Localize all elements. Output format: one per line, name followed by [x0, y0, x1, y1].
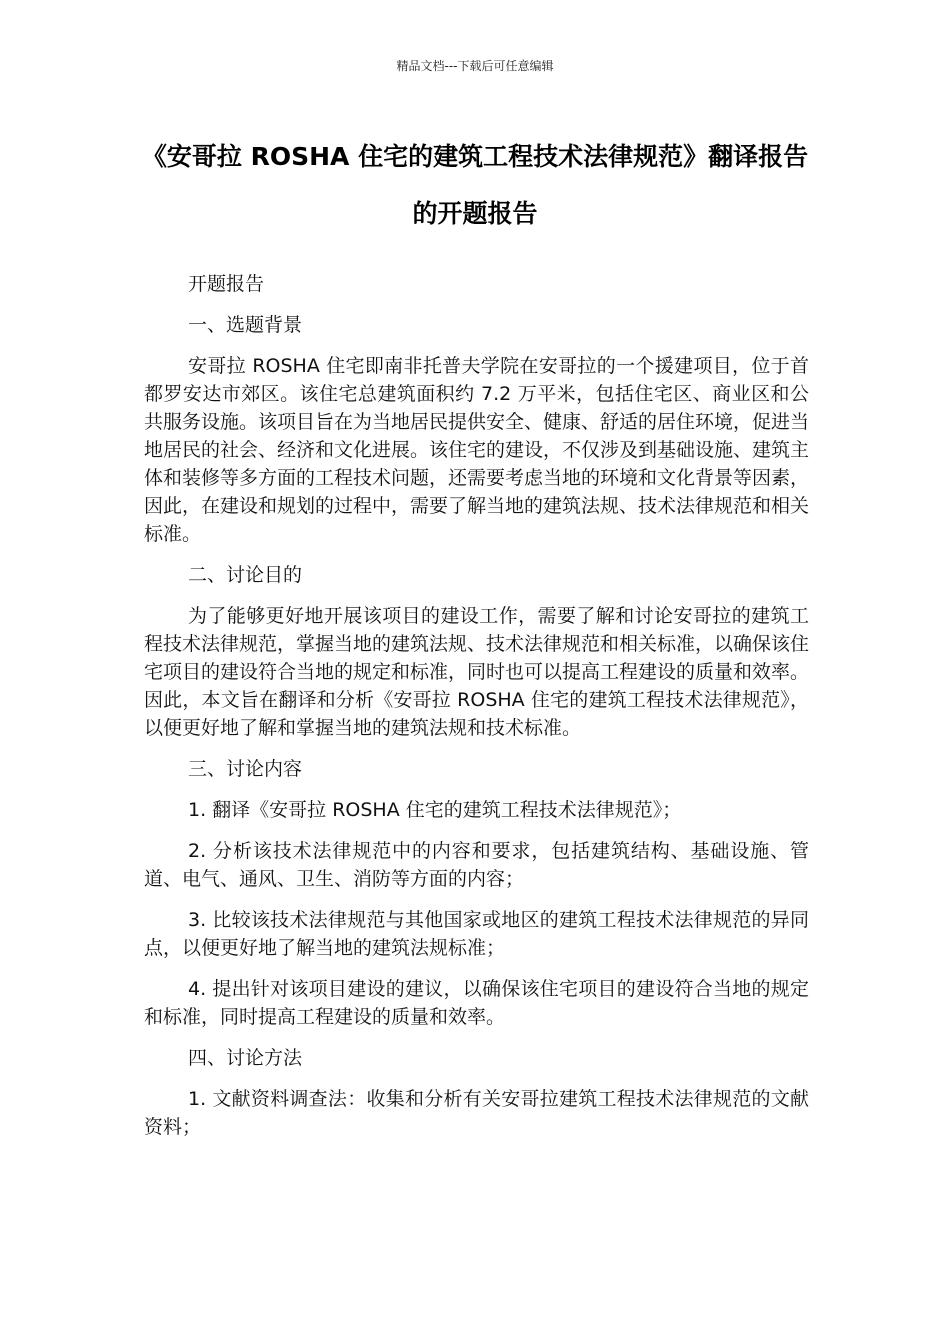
- list-item-method-1: 1. 文献资料调查法：收集和分析有关安哥拉建筑工程技术法律规范的文献资料；: [144, 1088, 809, 1138]
- section-label-proposal: 开题报告: [188, 273, 265, 295]
- list-item-content-4: 4. 提出针对该项目建设的建议，以确保该住宅项目的建设符合当地的规定和标准，同时提高工程建设的质量和效率。: [144, 978, 809, 1028]
- page-header: 精品文档---下载后可任意编辑: [396, 59, 554, 73]
- section-heading-content: 三、讨论内容: [188, 758, 303, 780]
- list-item-content-2: 2. 分析该技术法律规范中的内容和要求，包括建筑结构、基础设施、管道、电气、通风、卫生、消防等方面的内容；: [144, 840, 809, 890]
- list-item-content-1: 1. 翻译《安哥拉 ROSHA 住宅的建筑工程技术法律规范》；: [188, 799, 682, 821]
- paragraph-purpose: 为了能够更好地开展该项目的建设工作，需要了解和讨论安哥拉的建筑工程技术法律规范，掌握当地的建筑法规、技术法律规范和相关标准，以确保该住宅项目的建设符合当地的规定和标准，同时也可以提高工程建设的质量和效率。因此，本文旨在翻译和分析《安哥拉 ROSHA 住宅的建筑工程技术法律规范》，以便更好地了解和掌握当地的建筑法规和技术标准。: [144, 605, 810, 739]
- document-body: [144, 270, 809, 1154]
- list-item-content-3: 3. 比较该技术法律规范与其他国家或地区的建筑工程技术法律规范的异同点，以便更好地了解当地的建筑法规标准；: [144, 909, 809, 959]
- paragraph-background: 安哥拉 ROSHA 住宅即南非托普夫学院在安哥拉的一个援建项目，位于首都罗安达市郊区。该住宅总建筑面积约 7.2 万平米，包括住宅区、商业区和公共服务设施。该项目旨在为当地居民提供安全、健康、舒适的居住环境，促进当地居民的社会、经济和文化进展。该住宅的建设，不仅涉及到基础设施、建筑主体和装修等多方面的工程技术问题，还需要考虑当地的环境和文化背景等因素，因此，在建设和规划的过程中，需要了解当地的建筑法规、技术法律规范和相关标准。: [144, 355, 810, 545]
- section-heading-background: 一、选题背景: [188, 314, 303, 336]
- section-heading-method: 四、讨论方法: [188, 1047, 303, 1069]
- document-title: 《安哥拉 ROSHA 住宅的建筑工程技术法律规范》翻译报告的开题报告: [141, 142, 809, 228]
- section-heading-purpose: 二、讨论目的: [188, 564, 303, 586]
